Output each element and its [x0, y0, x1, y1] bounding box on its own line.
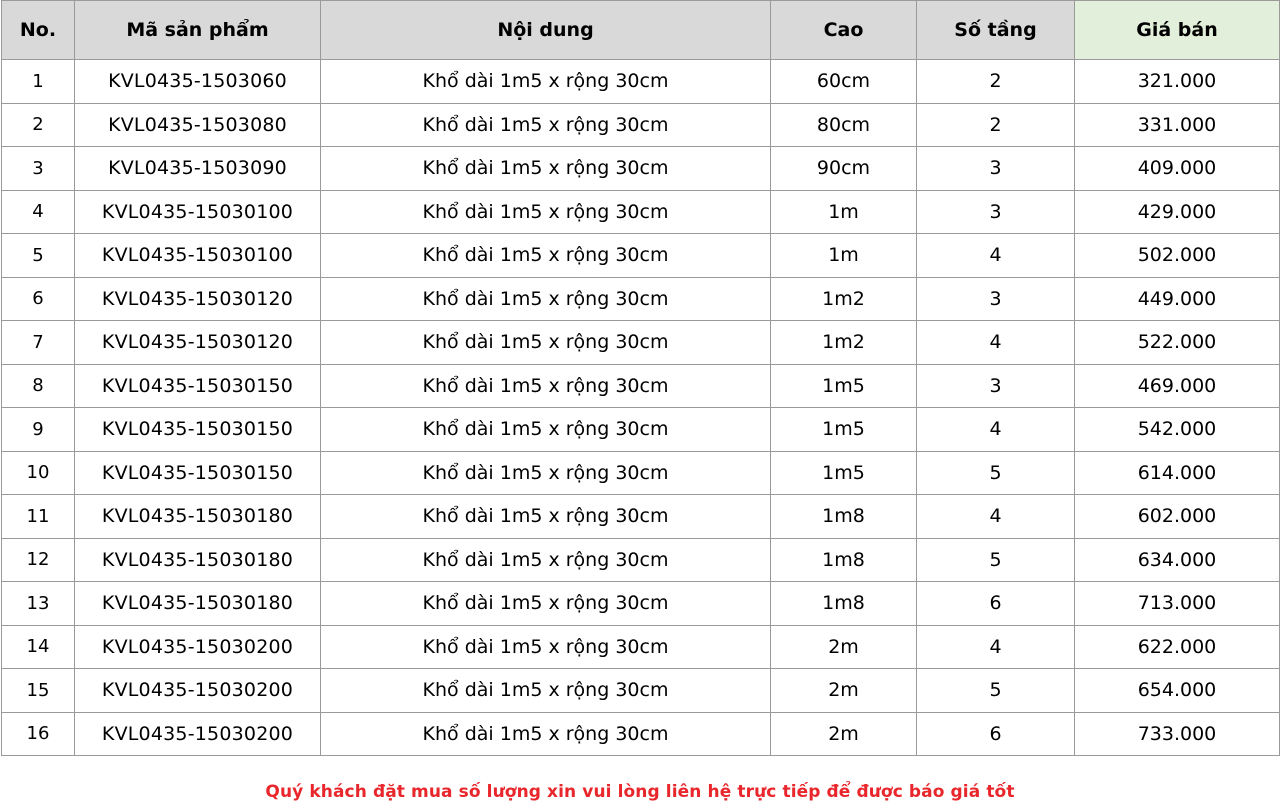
table-row: [2, 234, 1280, 278]
cell-desc: Khổ dài 1m5 x rộng 30cm: [321, 364, 771, 408]
cell-tang: 6: [917, 712, 1075, 756]
cell-cao: 1m5: [771, 364, 917, 408]
cell-desc: Khổ dài 1m5 x rộng 30cm: [321, 103, 771, 147]
cell-desc: Khổ dài 1m5 x rộng 30cm: [321, 669, 771, 713]
cell-price: 733.000: [1075, 712, 1280, 756]
cell-desc: Khổ dài 1m5 x rộng 30cm: [321, 582, 771, 626]
cell-cao: 1m8: [771, 582, 917, 626]
cell-price: 614.000: [1075, 451, 1280, 495]
table-row: [2, 321, 1280, 365]
cell-cao: 1m: [771, 190, 917, 234]
cell-desc: Khổ dài 1m5 x rộng 30cm: [321, 321, 771, 365]
cell-price: 602.000: [1075, 495, 1280, 539]
cell-code: KVL0435-15030120: [75, 321, 321, 365]
cell-code: KVL0435-15030200: [75, 712, 321, 756]
cell-tang: 3: [917, 364, 1075, 408]
cell-price: 654.000: [1075, 669, 1280, 713]
cell-no: 5: [2, 234, 75, 278]
product-price-table: [1, 0, 1280, 756]
cell-no: 15: [2, 669, 75, 713]
cell-desc: Khổ dài 1m5 x rộng 30cm: [321, 190, 771, 234]
table-row: [2, 495, 1280, 539]
column-header-cao: Cao: [771, 1, 917, 60]
table-body: [2, 60, 1280, 756]
cell-no: 1: [2, 60, 75, 104]
table-row: [2, 625, 1280, 669]
cell-tang: 4: [917, 321, 1075, 365]
table-row: [2, 712, 1280, 756]
cell-price: 331.000: [1075, 103, 1280, 147]
cell-no: 2: [2, 103, 75, 147]
table-row: [2, 538, 1280, 582]
table-row: [2, 669, 1280, 713]
cell-desc: Khổ dài 1m5 x rộng 30cm: [321, 147, 771, 191]
cell-tang: 4: [917, 625, 1075, 669]
table-row: [2, 408, 1280, 452]
cell-no: 9: [2, 408, 75, 452]
cell-code: KVL0435-1503090: [75, 147, 321, 191]
cell-price: 502.000: [1075, 234, 1280, 278]
cell-tang: 2: [917, 103, 1075, 147]
cell-no: 11: [2, 495, 75, 539]
cell-tang: 3: [917, 147, 1075, 191]
cell-desc: Khổ dài 1m5 x rộng 30cm: [321, 495, 771, 539]
column-header-tang: Số tầng: [917, 1, 1075, 60]
cell-code: KVL0435-1503060: [75, 60, 321, 104]
cell-desc: Khổ dài 1m5 x rộng 30cm: [321, 451, 771, 495]
cell-tang: 4: [917, 495, 1075, 539]
table-row: [2, 103, 1280, 147]
cell-price: 429.000: [1075, 190, 1280, 234]
cell-code: KVL0435-15030180: [75, 495, 321, 539]
cell-cao: 1m8: [771, 538, 917, 582]
cell-no: 6: [2, 277, 75, 321]
cell-tang: 4: [917, 234, 1075, 278]
cell-desc: Khổ dài 1m5 x rộng 30cm: [321, 625, 771, 669]
cell-no: 7: [2, 321, 75, 365]
column-header-code: Mã sản phẩm: [75, 1, 321, 60]
cell-code: KVL0435-15030100: [75, 234, 321, 278]
cell-code: KVL0435-15030200: [75, 669, 321, 713]
cell-price: 542.000: [1075, 408, 1280, 452]
cell-tang: 2: [917, 60, 1075, 104]
cell-cao: 1m5: [771, 451, 917, 495]
cell-price: 522.000: [1075, 321, 1280, 365]
cell-price: 634.000: [1075, 538, 1280, 582]
cell-cao: 60cm: [771, 60, 917, 104]
cell-price: 622.000: [1075, 625, 1280, 669]
cell-code: KVL0435-15030180: [75, 582, 321, 626]
cell-price: 449.000: [1075, 277, 1280, 321]
cell-tang: 5: [917, 538, 1075, 582]
cell-no: 16: [2, 712, 75, 756]
column-header-price: Giá bán: [1075, 1, 1280, 60]
table-row: [2, 451, 1280, 495]
cell-desc: Khổ dài 1m5 x rộng 30cm: [321, 712, 771, 756]
cell-desc: Khổ dài 1m5 x rộng 30cm: [321, 408, 771, 452]
cell-desc: Khổ dài 1m5 x rộng 30cm: [321, 60, 771, 104]
table-row: [2, 190, 1280, 234]
cell-price: 713.000: [1075, 582, 1280, 626]
column-header-desc: Nội dung: [321, 1, 771, 60]
cell-desc: Khổ dài 1m5 x rộng 30cm: [321, 234, 771, 278]
table-row: [2, 582, 1280, 626]
cell-code: KVL0435-15030150: [75, 408, 321, 452]
table-row: [2, 147, 1280, 191]
cell-price: 409.000: [1075, 147, 1280, 191]
cell-no: 3: [2, 147, 75, 191]
cell-cao: 1m5: [771, 408, 917, 452]
cell-no: 8: [2, 364, 75, 408]
cell-tang: 5: [917, 669, 1075, 713]
cell-desc: Khổ dài 1m5 x rộng 30cm: [321, 277, 771, 321]
cell-cao: 1m8: [771, 495, 917, 539]
cell-tang: 5: [917, 451, 1075, 495]
table-row: [2, 277, 1280, 321]
table-row: [2, 60, 1280, 104]
table-header-row: [2, 1, 1280, 60]
cell-code: KVL0435-15030150: [75, 364, 321, 408]
cell-tang: 3: [917, 190, 1075, 234]
cell-cao: 80cm: [771, 103, 917, 147]
table-row: [2, 364, 1280, 408]
cell-code: KVL0435-15030100: [75, 190, 321, 234]
cell-code: KVL0435-15030180: [75, 538, 321, 582]
cell-cao: 2m: [771, 712, 917, 756]
cell-cao: 2m: [771, 625, 917, 669]
cell-cao: 1m2: [771, 321, 917, 365]
contact-note: Quý khách đặt mua số lượng xin vui lòng liên hệ trực tiếp để được báo giá tốt: [265, 782, 1015, 802]
column-header-no: No.: [2, 1, 75, 60]
cell-no: 12: [2, 538, 75, 582]
cell-code: KVL0435-1503080: [75, 103, 321, 147]
cell-cao: 1m: [771, 234, 917, 278]
cell-code: KVL0435-15030200: [75, 625, 321, 669]
cell-tang: 3: [917, 277, 1075, 321]
cell-tang: 6: [917, 582, 1075, 626]
cell-code: KVL0435-15030120: [75, 277, 321, 321]
cell-cao: 1m2: [771, 277, 917, 321]
cell-no: 4: [2, 190, 75, 234]
cell-price: 469.000: [1075, 364, 1280, 408]
cell-desc: Khổ dài 1m5 x rộng 30cm: [321, 538, 771, 582]
cell-code: KVL0435-15030150: [75, 451, 321, 495]
cell-cao: 2m: [771, 669, 917, 713]
cell-no: 14: [2, 625, 75, 669]
cell-cao: 90cm: [771, 147, 917, 191]
cell-price: 321.000: [1075, 60, 1280, 104]
cell-no: 13: [2, 582, 75, 626]
cell-tang: 4: [917, 408, 1075, 452]
table-header: [2, 1, 1280, 60]
cell-no: 10: [2, 451, 75, 495]
